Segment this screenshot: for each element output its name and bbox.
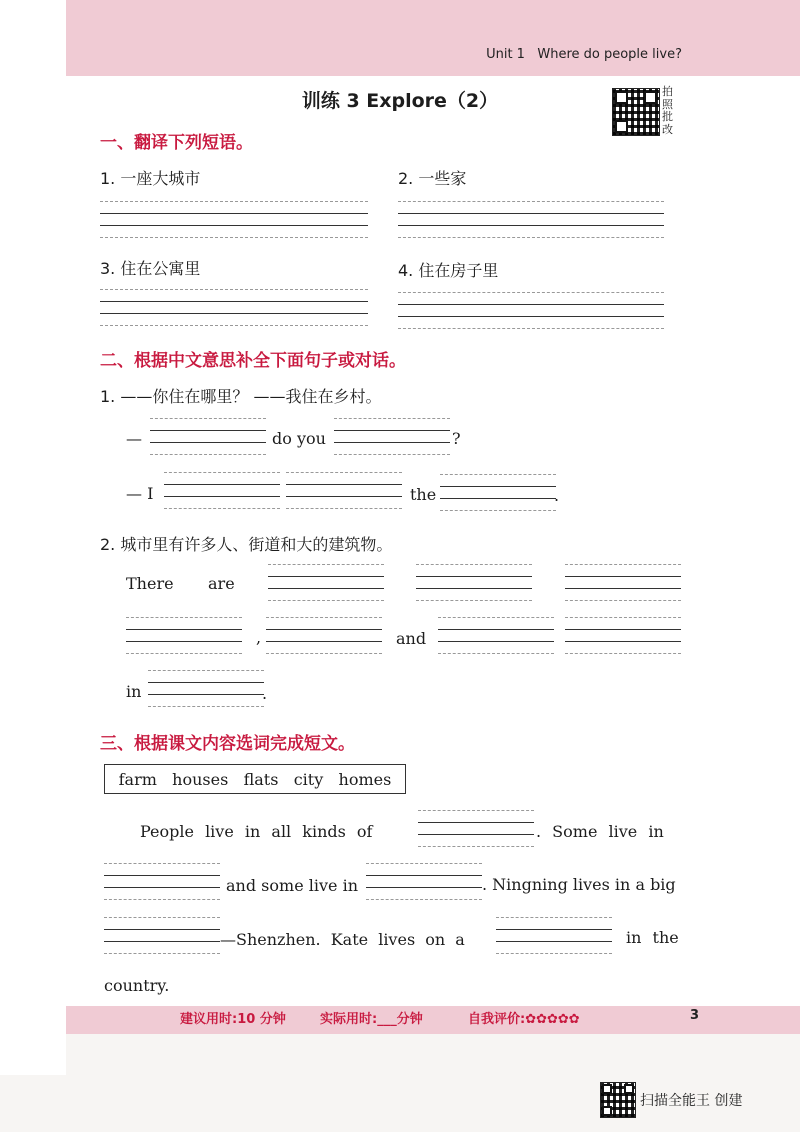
blank-q1-c[interactable] xyxy=(164,472,280,512)
header-band xyxy=(66,0,800,76)
passage-2: . Some live in xyxy=(536,822,664,841)
blank-p-b[interactable] xyxy=(104,863,220,903)
answer-line-4[interactable] xyxy=(398,292,664,332)
answer-line-2[interactable] xyxy=(398,201,664,241)
s2-q1-prompt: 1. ——你住在哪里？ ——我住在乡村。 xyxy=(100,387,382,406)
answer-line-1[interactable] xyxy=(100,201,368,241)
blank-p-e[interactable] xyxy=(496,917,612,957)
blank-q2-b[interactable] xyxy=(416,564,532,604)
word-bank xyxy=(104,764,406,794)
passage-3: and some live in xyxy=(226,876,358,895)
s2-q2-there: There xyxy=(126,574,174,593)
passage-6: in the xyxy=(626,928,679,947)
s2-q2-period: . xyxy=(262,684,268,703)
section3-heading: 三、根据课文内容选词完成短文。 xyxy=(100,734,355,754)
blank-p-d[interactable] xyxy=(104,917,220,957)
scanner-watermark: 扫描全能王 创建 xyxy=(640,1093,743,1109)
s1-item-2: 2. 一些家 xyxy=(398,169,467,188)
s1-item-1: 1. 一座大城市 xyxy=(100,169,201,188)
page-number: 3 xyxy=(690,1008,700,1023)
word-homes: homes xyxy=(338,769,392,789)
s2-q2-in: in xyxy=(126,682,142,701)
word-houses: houses xyxy=(172,769,229,789)
s2-q2-comma: , xyxy=(256,628,262,647)
section1-heading: 一、翻译下列短语。 xyxy=(100,133,253,153)
answer-line-3[interactable] xyxy=(100,289,368,329)
footer-suggested-time: 建议用时:10 分钟 xyxy=(180,1012,286,1027)
blank-q1-b[interactable] xyxy=(334,418,450,458)
passage-1: People live in all kinds of xyxy=(140,822,373,841)
blank-q2-d[interactable] xyxy=(126,617,242,657)
s2-q1-do-you: do you xyxy=(272,429,326,448)
blank-q2-g[interactable] xyxy=(565,617,681,657)
left-margin xyxy=(0,0,66,1075)
passage-7: country. xyxy=(104,976,170,995)
s2-q1-dash1: — xyxy=(126,429,142,448)
footer-actual-time: 实际用时:___分钟 xyxy=(320,1012,423,1027)
s2-q1-period: . xyxy=(554,486,560,505)
blank-q2-h[interactable] xyxy=(148,670,264,710)
s1-item-3: 3. 住在公寓里 xyxy=(100,259,201,278)
blank-q2-f[interactable] xyxy=(438,617,554,657)
unit-label: Unit 1 xyxy=(486,47,525,62)
unit-topic: Where do people live? xyxy=(537,47,682,62)
s1-item-4: 4. 住在房子里 xyxy=(398,261,499,280)
blank-p-a[interactable] xyxy=(418,810,534,850)
word-city: city xyxy=(293,769,324,789)
s2-q1-qmark: ? xyxy=(452,429,461,448)
s2-q1-the: the xyxy=(410,485,437,504)
scanner-qr-icon xyxy=(600,1082,636,1118)
s2-q2-are: are xyxy=(208,574,235,593)
word-flats: flats xyxy=(243,769,279,789)
passage-5: —Shenzhen. Kate lives on a xyxy=(220,930,465,949)
footer-self-evaluation: 自我评价:✿✿✿✿✿ xyxy=(468,1012,580,1027)
blank-q1-d[interactable] xyxy=(286,472,402,512)
passage-4: . Ningning lives in a big xyxy=(482,875,676,894)
blank-q2-a[interactable] xyxy=(268,564,384,604)
blank-p-c[interactable] xyxy=(366,863,482,903)
blank-q2-e[interactable] xyxy=(266,617,382,657)
section2-heading: 二、根据中文意思补全下面句子或对话。 xyxy=(100,351,406,371)
page-title: 训练 3 Explore（2） xyxy=(301,90,499,112)
blank-q1-e[interactable] xyxy=(440,474,556,514)
s2-q1-dash2: — I xyxy=(126,484,154,503)
s2-q2-prompt: 2. 城市里有许多人、街道和大的建筑物。 xyxy=(100,535,393,554)
s2-q2-and: and xyxy=(396,629,427,648)
qr-label: 拍 照 批 改 xyxy=(662,85,673,136)
unit-header xyxy=(486,47,682,62)
qr-code-icon xyxy=(612,88,660,136)
blank-q2-c[interactable] xyxy=(565,564,681,604)
word-farm: farm xyxy=(118,769,157,789)
blank-q1-a[interactable] xyxy=(150,418,266,458)
